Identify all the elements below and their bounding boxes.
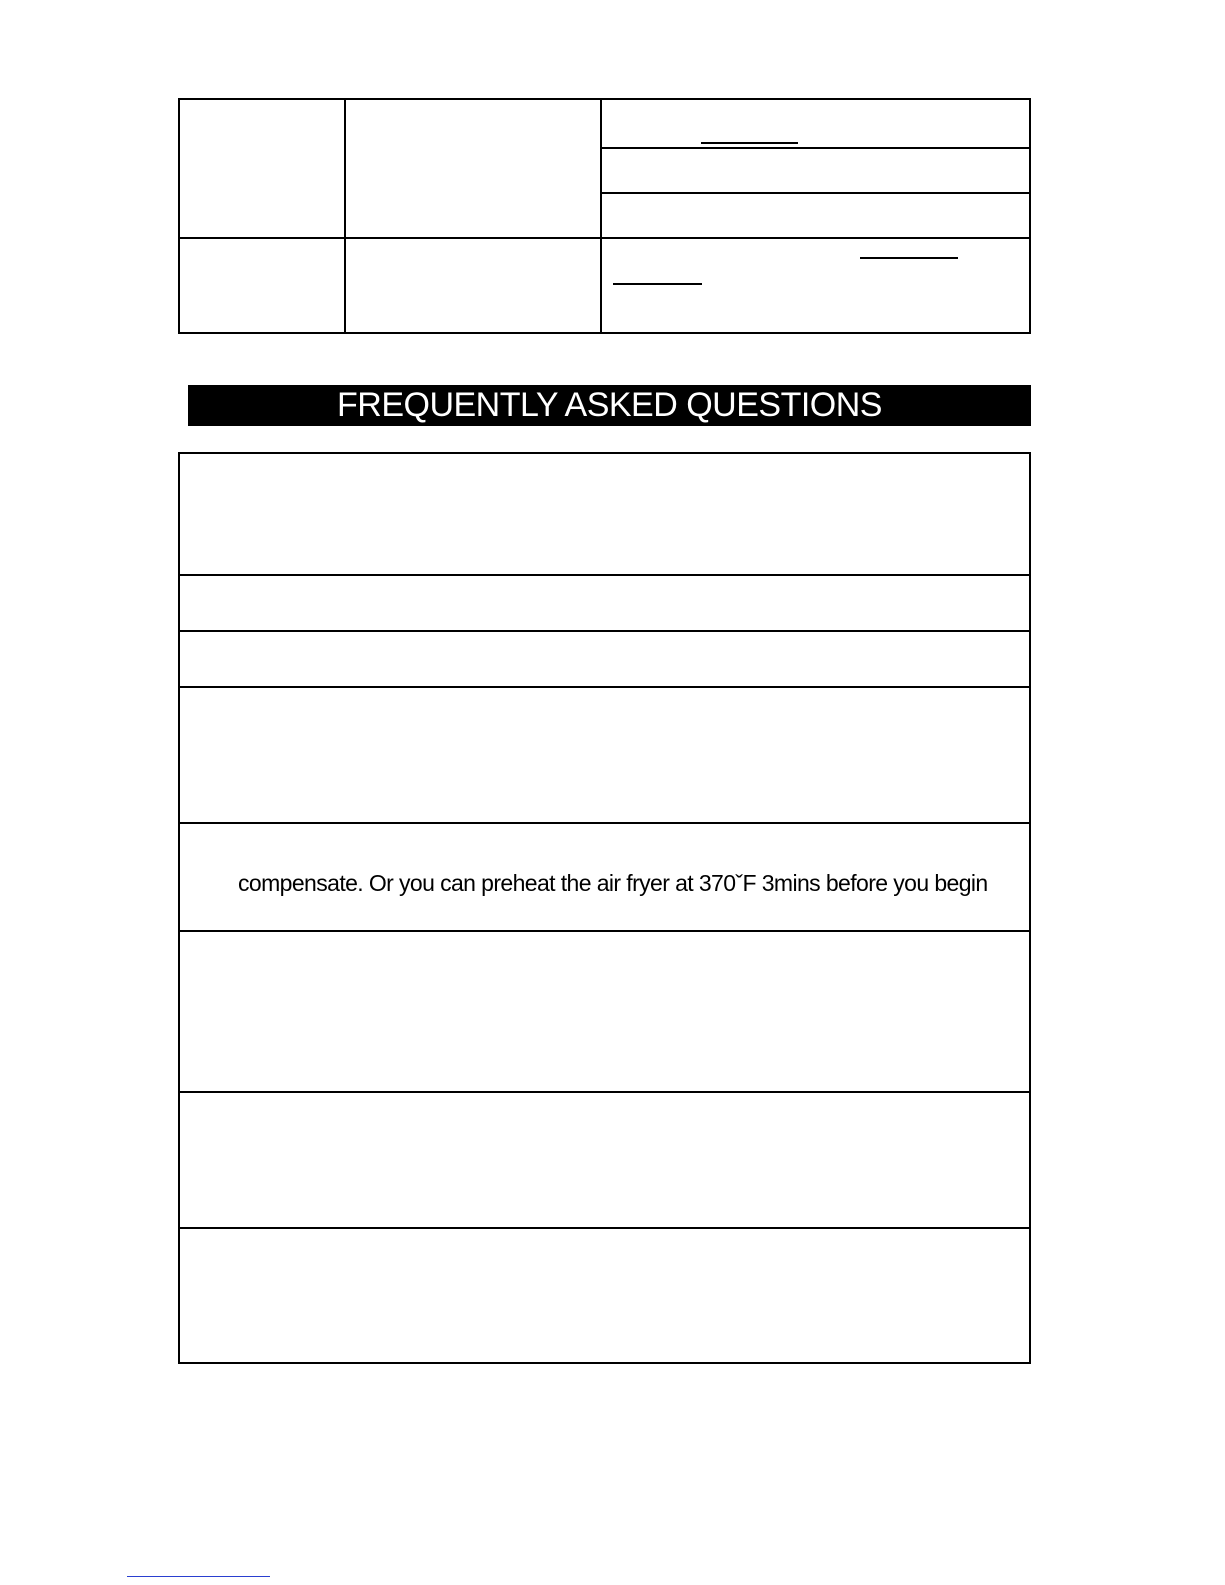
faq-row-6 bbox=[180, 932, 1029, 1093]
faq-row-1 bbox=[180, 454, 1029, 576]
faq-row-8 bbox=[180, 1229, 1029, 1364]
column-divider-2 bbox=[600, 100, 602, 332]
faq-row-3 bbox=[180, 632, 1029, 688]
faq-table bbox=[178, 452, 1031, 1364]
underline-mark-2 bbox=[860, 257, 958, 259]
faq-heading bbox=[188, 385, 1031, 426]
column-divider-1 bbox=[344, 100, 346, 332]
footer-link-underline bbox=[127, 1576, 270, 1577]
faq-row-7 bbox=[180, 1093, 1029, 1229]
sub-row-divider-1 bbox=[602, 147, 1029, 149]
faq-row-2 bbox=[180, 576, 1029, 632]
faq-answer-text: compensate. Or you can preheat the air fryer at 370ˇF 3mins before you begin bbox=[238, 870, 988, 896]
faq-row-5 bbox=[180, 824, 1029, 932]
troubleshooting-table bbox=[178, 98, 1031, 334]
row-divider bbox=[180, 237, 1029, 239]
underline-mark-1 bbox=[701, 142, 798, 144]
faq-heading-text: FREQUENTLY ASKED QUESTIONS bbox=[337, 386, 882, 424]
underline-mark-3 bbox=[613, 283, 702, 285]
faq-row-4 bbox=[180, 688, 1029, 824]
sub-row-divider-2 bbox=[602, 192, 1029, 194]
